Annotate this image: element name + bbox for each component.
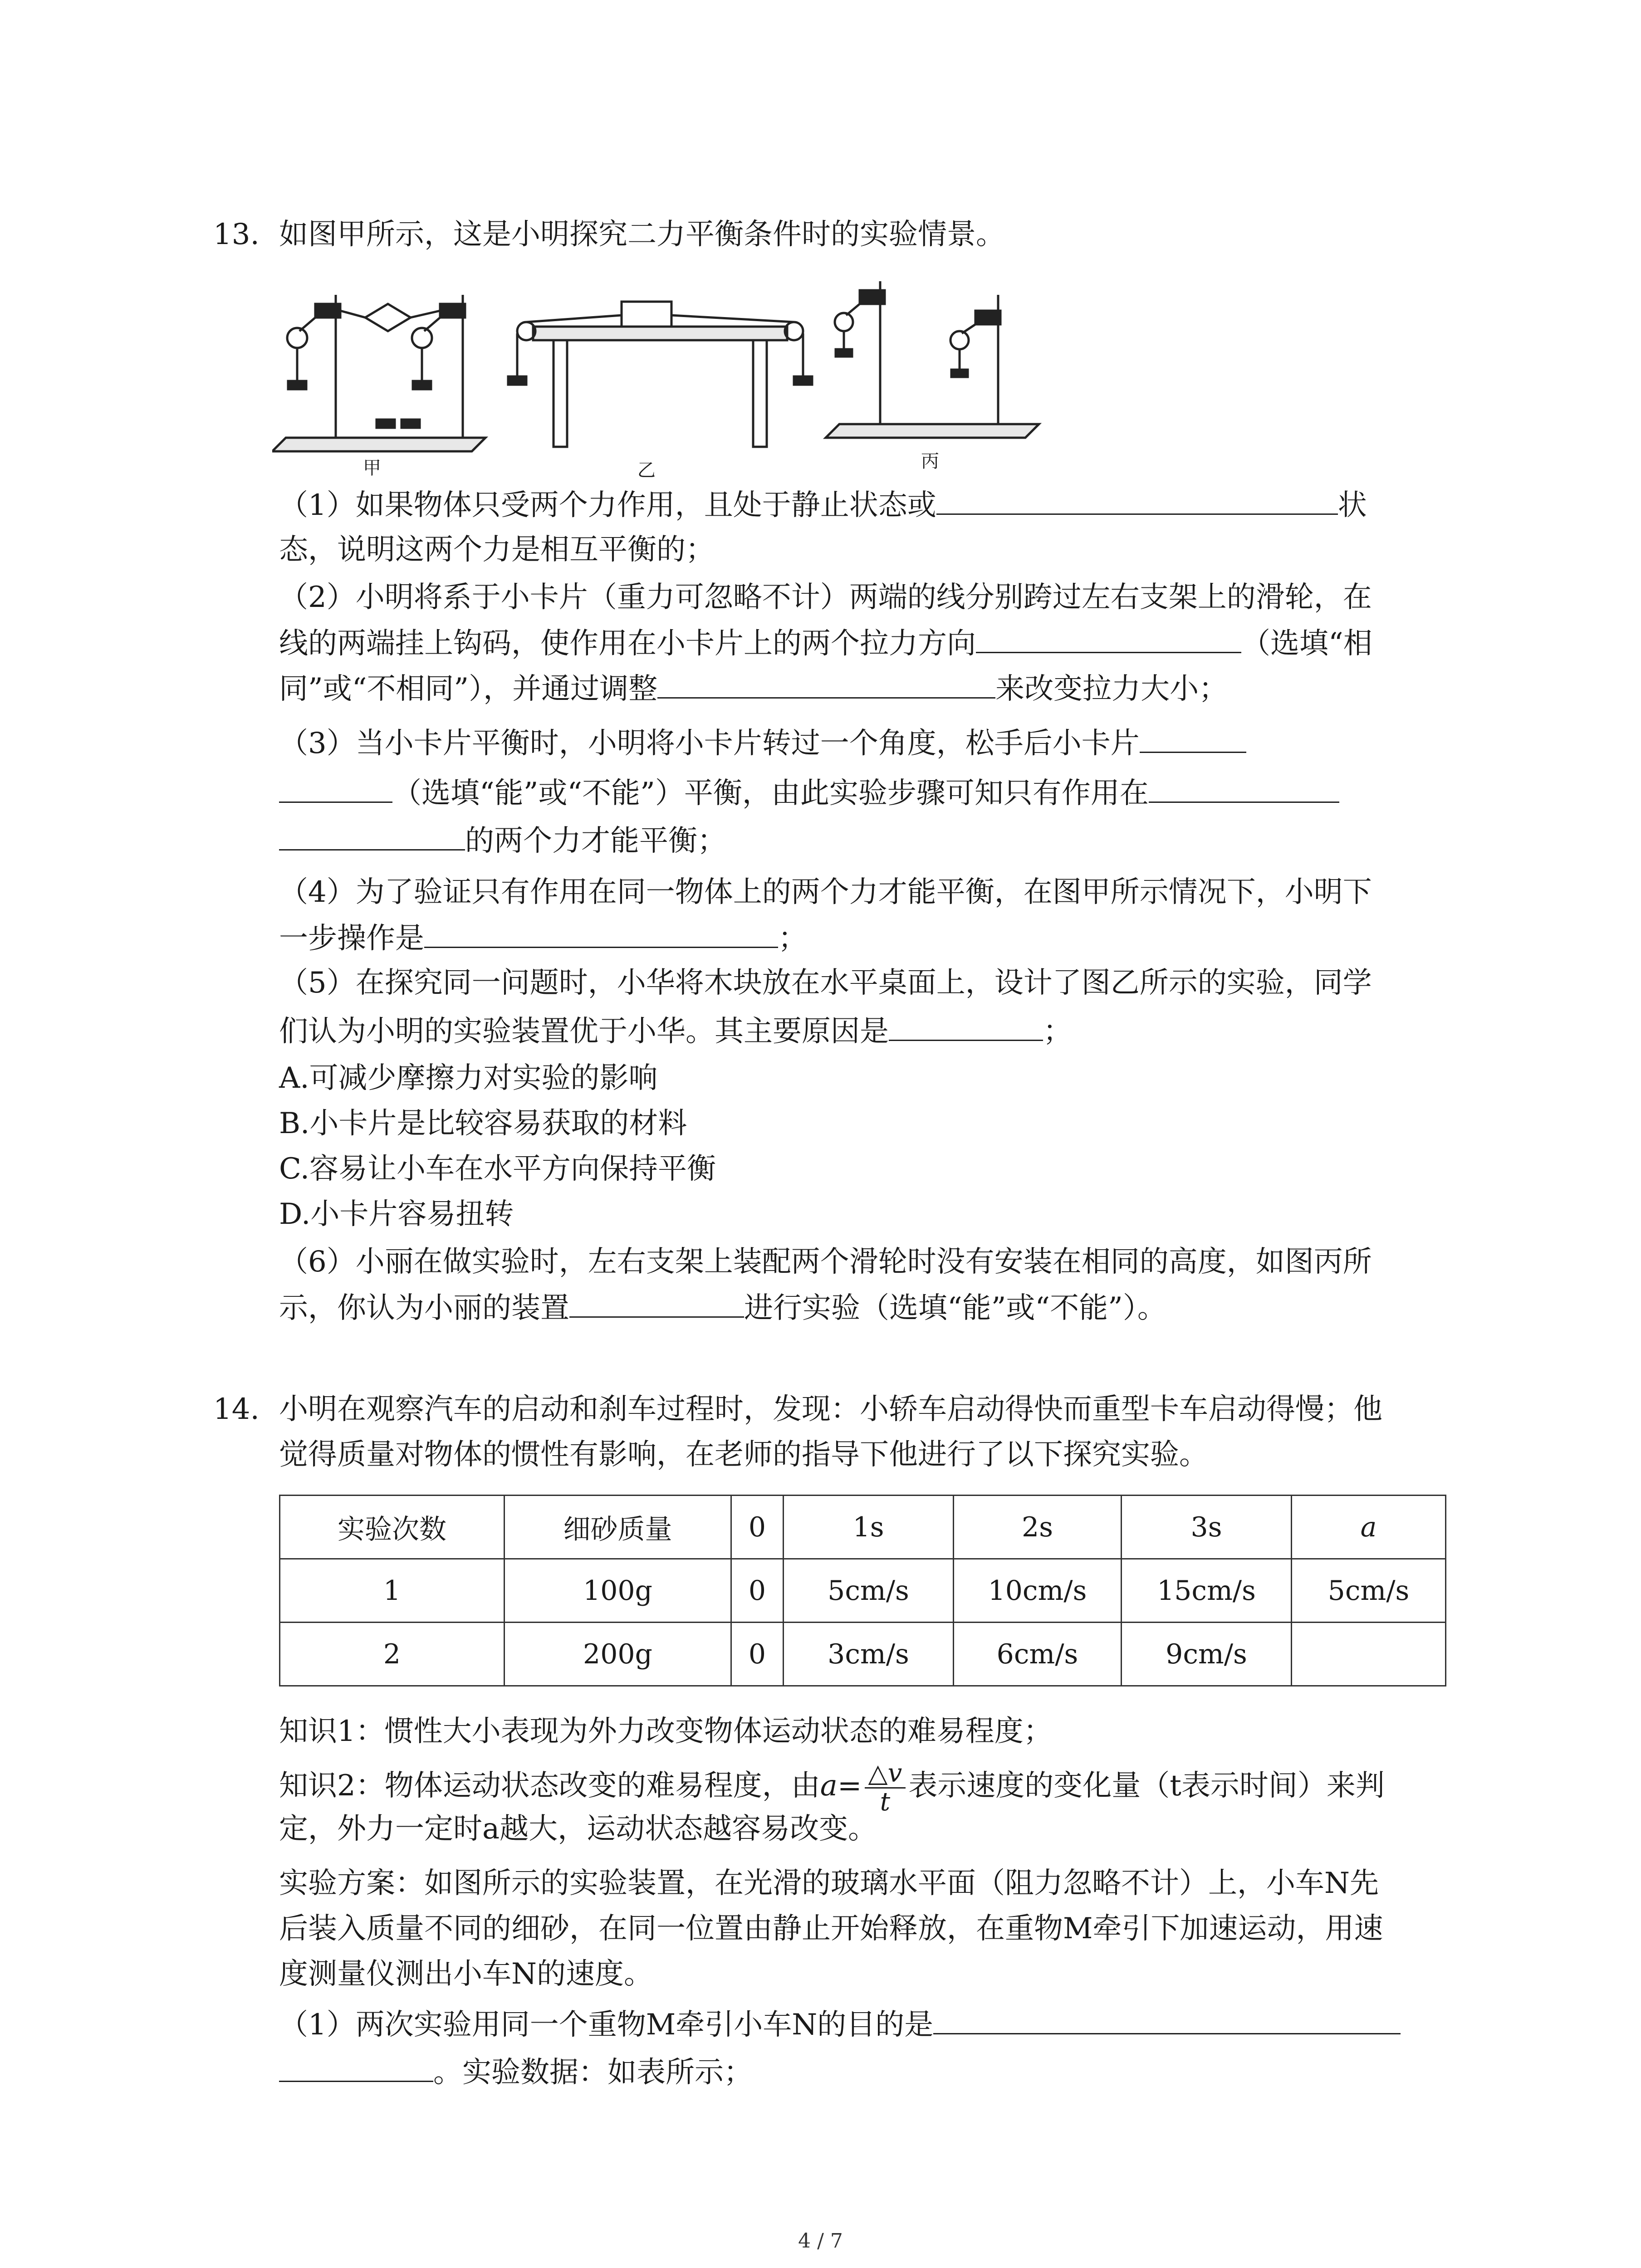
table-cell: 10cm/s xyxy=(954,1559,1122,1623)
table-cell: 200g xyxy=(505,1623,731,1686)
question-14-stem-line2: 觉得质量对物体的惯性有影响，在老师的指导下他进行了以下探究实验。 xyxy=(279,1438,1208,1471)
figure-yi xyxy=(508,302,812,447)
q13-p1-text-b: 状 xyxy=(1337,489,1367,522)
formula-lhs: a= xyxy=(820,1769,862,1803)
figure-label-bing: 丙 xyxy=(921,451,939,472)
answer-blank-9b[interactable] xyxy=(279,2053,433,2082)
q13-part4-line2 xyxy=(279,919,807,958)
q13-part2-line1: （2）小明将系于小卡片（重力可忽略不计）两端的线分别跨过左右支架上的滑轮，在 xyxy=(279,581,1372,614)
q13-option-b: B.小卡片是比较容易获取的材料 xyxy=(279,1107,687,1140)
q13-p2-text-b: 线的两端挂上钩码，使作用在小卡片上的两个拉力方向 xyxy=(279,627,976,660)
table-cell: 6cm/s xyxy=(954,1623,1122,1686)
table-cell: 5cm/s xyxy=(1292,1559,1446,1623)
figure-apparatus xyxy=(272,272,1043,472)
q13-part5-line1: （5）在探究同一问题时，小华将木块放在水平桌面上，设计了图乙所示的实验，同学 xyxy=(279,966,1372,1000)
q13-p2-text-c: （选填“相 xyxy=(1241,627,1372,660)
table-cell: 0 xyxy=(731,1559,784,1623)
q13-part5-line2 xyxy=(279,1012,1072,1051)
q14-plan-line1: 实验方案：如图所示的实验装置，在光滑的玻璃水平面（阻力忽略不计）上，小车N先 xyxy=(279,1867,1379,1900)
q13-p3-text-b: （选填“能”或“不能”）平衡，由此实验步骤可知只有作用在 xyxy=(392,777,1149,810)
answer-blank-2[interactable] xyxy=(976,624,1241,653)
table-header-row xyxy=(280,1496,1446,1559)
table-cell: 2 xyxy=(280,1623,505,1686)
table-cell-empty[interactable] xyxy=(1292,1623,1446,1686)
q13-part6-line2 xyxy=(279,1288,1166,1327)
q13-option-a: A.可减少摩擦力对实验的影响 xyxy=(279,1061,658,1095)
answer-blank-5b[interactable] xyxy=(279,821,465,850)
table-cell: 15cm/s xyxy=(1122,1559,1292,1623)
formula-fraction xyxy=(865,1760,906,1816)
q14-part1-line1 xyxy=(279,2005,1401,2044)
answer-blank-7[interactable] xyxy=(889,1012,1043,1041)
figure-label-jia: 甲 xyxy=(363,458,381,479)
q13-part3-line3 xyxy=(279,821,726,860)
answer-blank-4b[interactable] xyxy=(279,773,392,803)
table-cell: 3cm/s xyxy=(784,1623,954,1686)
table-cell: 1 xyxy=(280,1559,505,1623)
table-header-cell: a xyxy=(1292,1496,1446,1559)
q13-part6-line1: （6）小丽在做实验时，左右支架上装配两个滑轮时没有安装在相同的高度，如图丙所 xyxy=(279,1245,1372,1279)
figure-bing xyxy=(826,281,1039,438)
table-header-cell: 细砂质量 xyxy=(505,1496,731,1559)
q14-plan-line3: 度测量仪测出小车N的速度。 xyxy=(279,1957,653,1991)
q14-p1-text-b: 。实验数据：如表所示； xyxy=(433,2056,753,2089)
q13-p1-text-a: （1）如果物体只受两个力作用，且处于静止状态或 xyxy=(279,489,936,522)
figure-jia xyxy=(272,295,485,451)
table-header-cell: 2s xyxy=(954,1496,1122,1559)
q14-knowledge-2-line1 xyxy=(279,1760,1385,1816)
q13-part2-line3 xyxy=(279,669,1228,708)
q13-p4-text-b: 一步操作是 xyxy=(279,922,424,955)
q13-p5-text-c: ； xyxy=(1043,1015,1072,1048)
table-cell: 0 xyxy=(731,1623,784,1686)
q13-p5-text-b: 们认为小明的实验装置优于小华。其主要原因是 xyxy=(279,1015,889,1048)
q13-option-d: D.小卡片容易扭转 xyxy=(279,1198,514,1231)
table-cell: 100g xyxy=(505,1559,731,1623)
question-14-number: 14. xyxy=(213,1393,260,1426)
q13-part4-line1: （4）为了验证只有作用在同一物体上的两个力才能平衡，在图甲所示情况下，小明下 xyxy=(279,875,1372,909)
q13-part2-line2 xyxy=(279,624,1372,663)
table-row xyxy=(280,1623,1446,1686)
q14-knowledge-1: 知识1：惯性大小表现为外力改变物体运动状态的难易程度； xyxy=(279,1715,1053,1748)
q13-part1-line2: 态，说明这两个力是相互平衡的； xyxy=(279,533,715,567)
fraction-numerator: △v xyxy=(865,1760,906,1789)
answer-blank-1[interactable] xyxy=(936,485,1338,515)
table-header-cell: 3s xyxy=(1122,1496,1292,1559)
table-header-cell: 1s xyxy=(784,1496,954,1559)
q14-k2-text-a: 知识2：物体运动状态改变的难易程度，由 xyxy=(279,1769,820,1803)
q13-part1-line1 xyxy=(279,485,1367,524)
answer-blank-8[interactable] xyxy=(569,1288,744,1318)
q13-p2-text-d: 同”或“不相同”），并通过调整 xyxy=(279,672,658,706)
q13-p3-text-a: （3）当小卡片平衡时，小明将小卡片转过一个角度，松手后小卡片 xyxy=(279,727,1140,760)
question-13-number: 13. xyxy=(213,218,260,251)
question-14-stem-line1: 小明在观察汽车的启动和刹车过程时，发现：小轿车启动得快而重型卡车启动得慢；他 xyxy=(279,1393,1382,1426)
q13-p6-text-c: 进行实验（选填“能”或“不能”）。 xyxy=(744,1291,1166,1325)
q13-p6-text-b: 示，你认为小丽的装置 xyxy=(279,1291,569,1325)
table-header-cell: 实验次数 xyxy=(280,1496,505,1559)
table-cell: 9cm/s xyxy=(1122,1623,1292,1686)
experiment-data-table xyxy=(279,1495,1446,1686)
q14-knowledge-2-line2: 定，外力一定时a越大，运动状态越容易改变。 xyxy=(279,1812,877,1846)
answer-blank-5a[interactable] xyxy=(1149,773,1339,803)
q14-p1-text-a: （1）两次实验用同一个重物M牵引小车N的目的是 xyxy=(279,2008,934,2042)
q14-plan-line2: 后装入质量不同的细砂，在同一位置由静止开始释放，在重物M牵引下加速运动，用速 xyxy=(279,1912,1383,1945)
question-13-stem: 如图甲所示，这是小明探究二力平衡条件时的实验情景。 xyxy=(279,218,1005,251)
q14-part1-line2 xyxy=(279,2053,753,2092)
q13-option-c: C.容易让小车在水平方向保持平衡 xyxy=(279,1152,716,1186)
q13-part3-line2 xyxy=(279,773,1339,812)
answer-blank-3[interactable] xyxy=(657,669,995,699)
page-number: 4 / 7 xyxy=(798,2229,843,2253)
table-cell: 5cm/s xyxy=(784,1559,954,1623)
figure-label-yi: 乙 xyxy=(637,460,656,481)
q13-p3-text-c: 的两个力才能平衡； xyxy=(465,824,726,858)
fraction-denominator: t xyxy=(880,1787,891,1817)
answer-blank-4a[interactable] xyxy=(1140,723,1246,753)
q14-k2-text-b: 表示速度的变化量（t表示时间）来判 xyxy=(908,1769,1385,1803)
answer-blank-6[interactable] xyxy=(424,919,778,948)
answer-blank-9a[interactable] xyxy=(933,2005,1401,2034)
q13-p4-text-c: ； xyxy=(778,922,807,955)
table-row xyxy=(280,1559,1446,1623)
q13-p2-text-e: 来改变拉力大小； xyxy=(995,672,1228,706)
table-header-cell: 0 xyxy=(731,1496,784,1559)
q13-part3-line1 xyxy=(279,723,1246,763)
